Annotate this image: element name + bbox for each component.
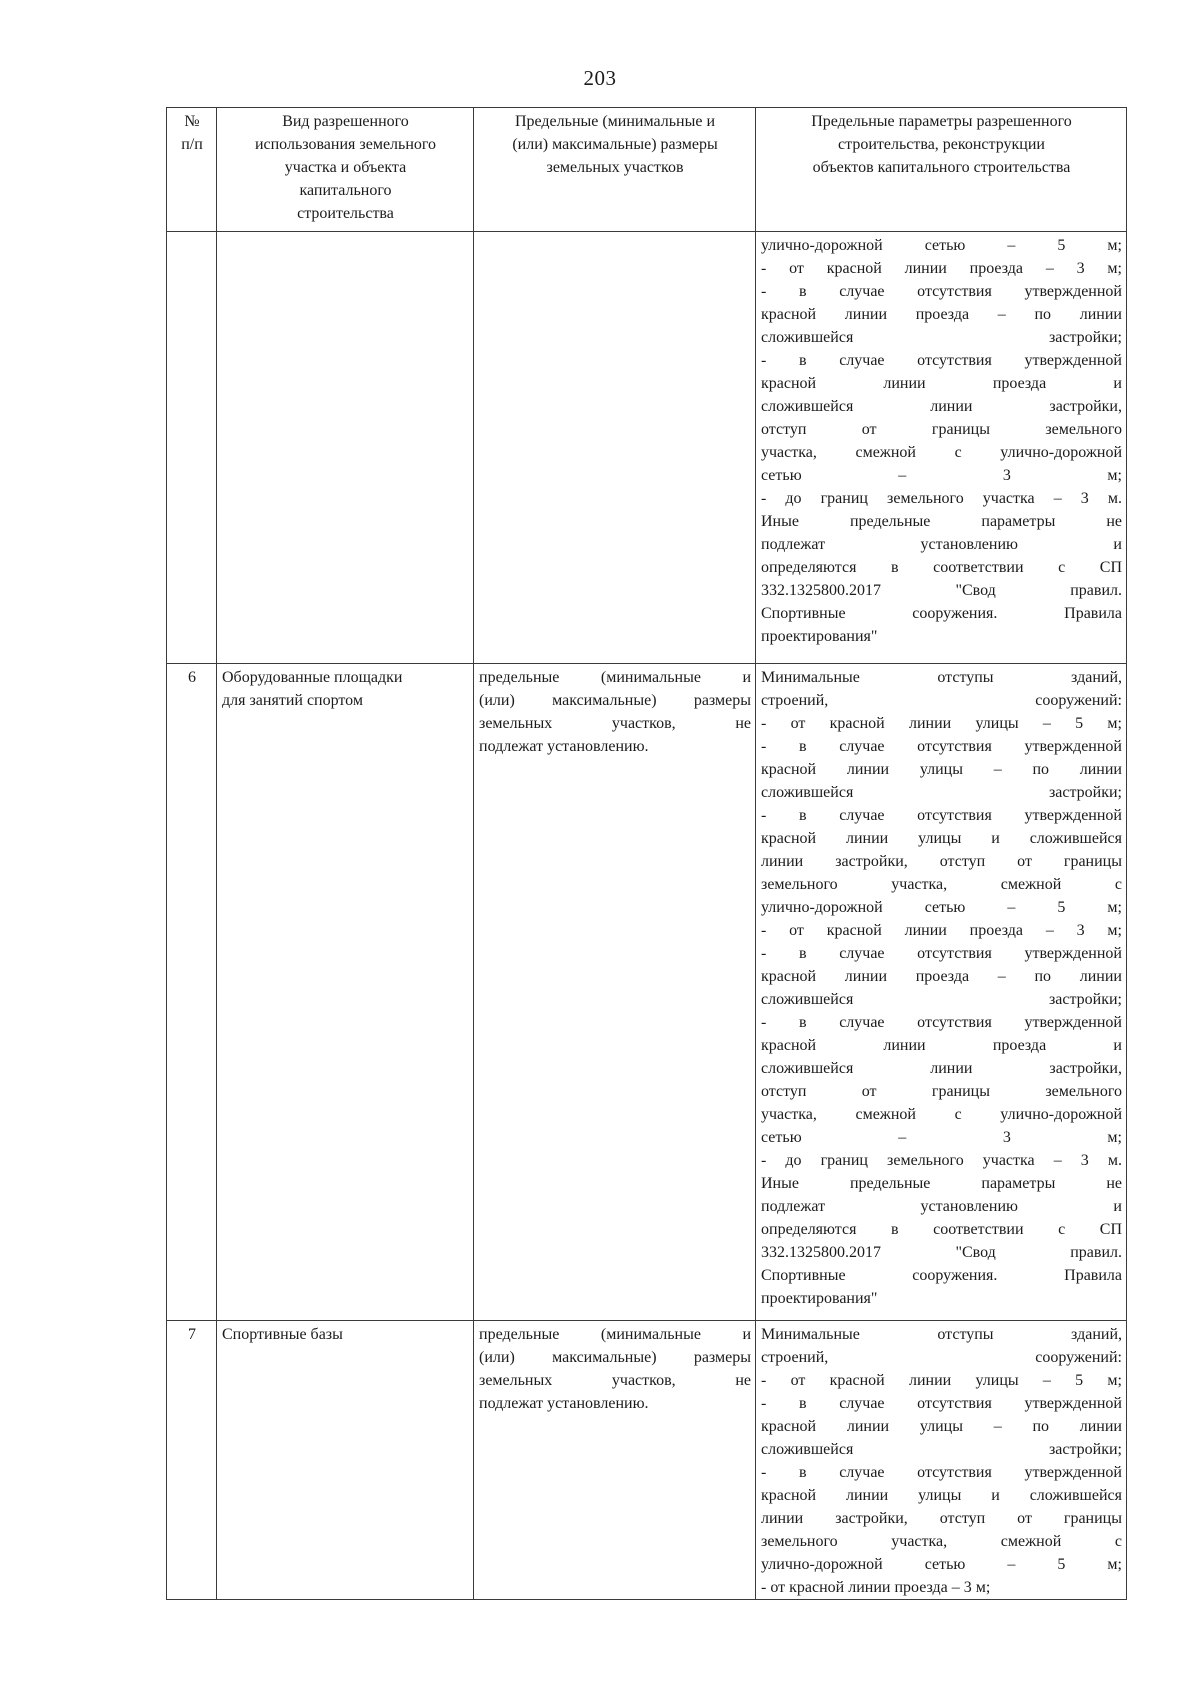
text-line: - в случае отсутствия утвержденной	[761, 283, 1122, 300]
text-line: земельных участков	[546, 159, 684, 176]
row-number	[167, 232, 217, 664]
text-line: Минимальные отступы зданий,	[761, 669, 1122, 686]
text-line: сложившейся застройки;	[761, 784, 1122, 801]
text-line: - в случае отсутствия утвержденной	[761, 1014, 1122, 1031]
table-header-row	[167, 108, 1127, 232]
text-line: - от красной линии проезда – 3 м;	[761, 1579, 991, 1596]
land-use-kind-cell	[217, 1321, 474, 1600]
text-line: участка и объекта	[284, 159, 407, 176]
text-line: сложившейся застройки;	[761, 329, 1122, 346]
text-line: участка, смежной с улично-дорожной	[761, 1106, 1122, 1123]
text-line: - в случае отсутствия утвержденной	[761, 1395, 1122, 1412]
text-line: сетью – 3 м;	[761, 467, 1122, 484]
parameters-cell	[756, 232, 1127, 664]
text-line: красной линии улицы – по линии	[761, 761, 1122, 778]
header-land-use-kind	[217, 108, 474, 232]
text-line: красной линии улицы и сложившейся	[761, 830, 1122, 847]
text-line: отступ от границы земельного	[761, 1083, 1122, 1100]
text-line: красной линии проезда и	[761, 375, 1122, 392]
text-line: объектов капитального строительства	[812, 159, 1071, 176]
text-line: 332.1325800.2017 "Свод правил.	[761, 582, 1122, 599]
text-line: Предельные (минимальные и	[514, 113, 716, 130]
text-line: предельные (минимальные и	[479, 669, 751, 686]
text-line: - в случае отсутствия утвержденной	[761, 738, 1122, 755]
text-line: - в случае отсутствия утвержденной	[761, 945, 1122, 962]
text-line: п/п	[181, 136, 203, 153]
text-line: Спортивные сооружения. Правила	[761, 1267, 1122, 1284]
text-line: строительства, реконструкции	[838, 136, 1045, 153]
header-number	[167, 108, 217, 232]
text-line: Иные предельные параметры не	[761, 1175, 1122, 1192]
page-number: 203	[583, 66, 617, 90]
text-line: (или) максимальные) размеры	[479, 692, 751, 709]
text-line: Предельные параметры разрешенного	[811, 113, 1072, 130]
text-line: подлежат установлению и	[761, 1198, 1122, 1215]
header-construction-parameters	[756, 108, 1127, 232]
text-line: Иные предельные параметры не	[761, 513, 1122, 530]
text-line: 332.1325800.2017 "Свод правил.	[761, 1244, 1122, 1261]
text-line: строительства	[297, 205, 394, 222]
land-use-regulations-table	[166, 107, 1127, 1600]
header-plot-size-limits	[474, 108, 756, 232]
plot-size-cell	[474, 1321, 756, 1600]
table-row	[167, 664, 1127, 1321]
text-line: земельных участков, не	[479, 1372, 751, 1389]
text-line: красной линии проезда и	[761, 1037, 1122, 1054]
text-line: - в случае отсутствия утвержденной	[761, 352, 1122, 369]
text-line: подлежат установлению и	[761, 536, 1122, 553]
text-line: подлежат установлению.	[479, 1395, 649, 1412]
text-line: земельного участка, смежной с	[761, 1533, 1122, 1550]
plot-size-cell	[474, 664, 756, 1321]
text-line: строений, сооружений:	[761, 1349, 1122, 1366]
row-number: 7	[167, 1321, 217, 1600]
text-line: улично-дорожной сетью – 5 м;	[761, 1556, 1122, 1573]
text-line: - от красной линии улицы – 5 м;	[761, 1372, 1122, 1389]
text-line: Спортивные сооружения. Правила	[761, 605, 1122, 622]
plot-size-cell	[474, 232, 756, 664]
text-line: Оборудованные площадки	[222, 669, 403, 686]
text-line: Вид разрешенного	[282, 113, 409, 130]
text-line: подлежат установлению.	[479, 738, 649, 755]
text-line: красной линии улицы и сложившейся	[761, 1487, 1122, 1504]
text-line: - до границ земельного участка – 3 м.	[761, 490, 1122, 507]
text-line: - от красной линии улицы – 5 м;	[761, 715, 1122, 732]
parameters-cell	[756, 1321, 1127, 1600]
text-line: (или) максимальные) размеры	[512, 136, 718, 153]
text-line: Минимальные отступы зданий,	[761, 1326, 1122, 1343]
text-line: проектирования"	[761, 628, 878, 645]
text-line: участка, смежной с улично-дорожной	[761, 444, 1122, 461]
text-line: земельного участка, смежной с	[761, 876, 1122, 893]
land-use-kind-cell	[217, 232, 474, 664]
text-line: сложившейся линии застройки,	[761, 1060, 1122, 1077]
row-number: 6	[167, 664, 217, 1321]
text-line: определяются в соответствии с СП	[761, 1221, 1122, 1238]
text-line: - от красной линии проезда – 3 м;	[761, 260, 1122, 277]
text-line: использования земельного	[254, 136, 437, 153]
text-line: сложившейся линии застройки,	[761, 398, 1122, 415]
text-line: улично-дорожной сетью – 5 м;	[761, 237, 1122, 254]
text-line: - в случае отсутствия утвержденной	[761, 807, 1122, 824]
text-line: Спортивные базы	[222, 1326, 343, 1343]
text-line: для занятий спортом	[222, 692, 363, 709]
parameters-cell	[756, 664, 1127, 1321]
land-use-kind-cell	[217, 664, 474, 1321]
text-line: капитального	[299, 182, 392, 199]
text-line: - до границ земельного участка – 3 м.	[761, 1152, 1122, 1169]
text-line: линии застройки, отступ от границы	[761, 1510, 1122, 1527]
text-line: красной линии улицы – по линии	[761, 1418, 1122, 1435]
text-line: улично-дорожной сетью – 5 м;	[761, 899, 1122, 916]
text-line: красной линии проезда – по линии	[761, 968, 1122, 985]
text-line: строений, сооружений:	[761, 692, 1122, 709]
text-line: определяются в соответствии с СП	[761, 559, 1122, 576]
text-line: (или) максимальные) размеры	[479, 1349, 751, 1366]
table-row	[167, 1321, 1127, 1600]
text-line: сетью – 3 м;	[761, 1129, 1122, 1146]
text-line: - в случае отсутствия утвержденной	[761, 1464, 1122, 1481]
text-line: земельных участков, не	[479, 715, 751, 732]
text-line: сложившейся застройки;	[761, 991, 1122, 1008]
text-line: предельные (минимальные и	[479, 1326, 751, 1343]
text-line: №	[184, 113, 200, 130]
text-line: проектирования"	[761, 1290, 878, 1307]
text-line: сложившейся застройки;	[761, 1441, 1122, 1458]
text-line: - от красной линии проезда – 3 м;	[761, 922, 1122, 939]
text-line: отступ от границы земельного	[761, 421, 1122, 438]
text-line: линии застройки, отступ от границы	[761, 853, 1122, 870]
table-row	[167, 232, 1127, 664]
text-line: красной линии проезда – по линии	[761, 306, 1122, 323]
